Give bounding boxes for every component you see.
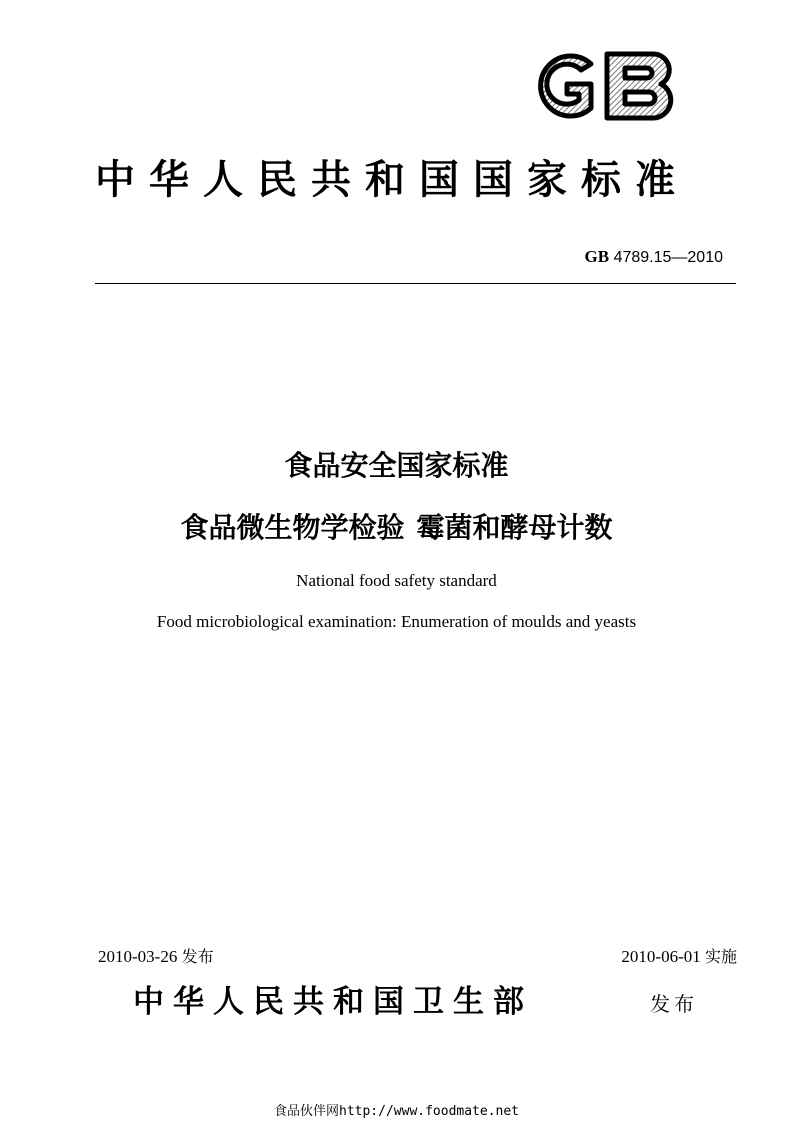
issuing-authority: 中华人民共和国卫生部 [133,984,533,1020]
header-divider [95,283,736,284]
en-title-line2: Food microbiological examination: Enumeration of moulds and yeasts [156,612,637,631]
footer-watermark [0,1103,793,1121]
issue-date-value: 2010-03-26 [98,947,178,966]
cn-title-line1: 食品安全国家标准 [284,449,509,482]
cn-title-line2 [0,510,793,546]
implement-date-label: 实施 [704,947,737,966]
footer-url[interactable]: http://www.foodmate.net [339,1104,520,1119]
cn-title-line2-part1: 食品微生物学检验 [180,511,405,544]
en-title-line1: National food safety standard [296,571,497,590]
issue-date [98,946,214,968]
national-standard-title: 中华人民共和国国家标准 [95,157,689,203]
standard-number-value: 4789.15—2010 [613,249,723,266]
issue-date-label: 发布 [181,947,214,966]
issuing-action: 发布 [650,992,698,1016]
standard-number [585,246,723,269]
implement-date-value: 2010-06-01 [621,947,701,966]
cn-title-line2-part2: 霉菌和酵母计数 [416,511,613,544]
standard-number-prefix: GB [584,247,610,266]
footer-site-name: 食品伙伴网 [273,1104,339,1119]
implement-date [621,946,737,968]
gb-logo [533,46,685,126]
